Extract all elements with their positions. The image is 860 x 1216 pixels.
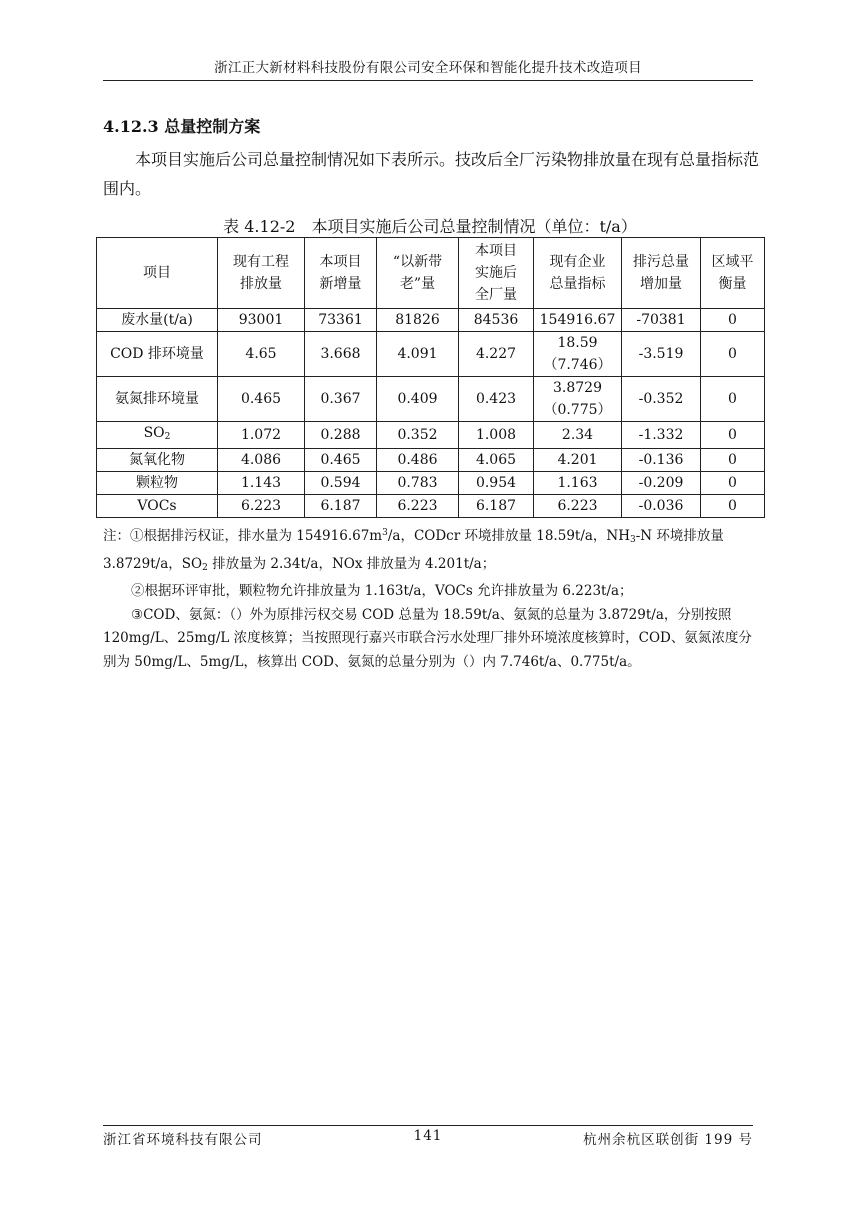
cell-quota: 6.223 [534,495,622,518]
cell-after: 0.954 [459,472,534,495]
cell-offset: 0.486 [377,449,459,472]
column-header-line: 总量指标 [549,276,606,292]
table-row [97,422,765,449]
cell-offset: 81826 [377,309,459,332]
cell-quota: 3.8729 （0.775） [534,377,622,422]
cell-increase: -3.519 [622,332,701,377]
cell-after: 1.008 [459,422,534,449]
cell-quota: 18.59 （7.746） [534,332,622,377]
cell-offset: 4.091 [377,332,459,377]
page-header: 浙江正大新材料科技股份有限公司安全环保和智能化提升技术改造项目 [214,60,642,76]
column-header [622,238,701,309]
total-control-table [96,237,765,518]
cell-balance: 0 [701,377,765,422]
cell-after: 84536 [459,309,534,332]
column-header-line: 本项目 [319,254,362,270]
cell-existing: 93001 [218,309,305,332]
cell-existing: 4.65 [218,332,305,377]
header-rule [103,80,753,81]
cell-new: 0.594 [305,472,377,495]
cell-new: 3.668 [305,332,377,377]
column-header [459,238,534,309]
cell-balance: 0 [701,472,765,495]
cell-existing: 4.086 [218,449,305,472]
cell-increase: -1.332 [622,422,701,449]
cell-item: COD 排环境量 [97,332,218,377]
cell-offset: 0.783 [377,472,459,495]
cell-quota: 4.201 [534,449,622,472]
note-3: ③COD、氨氮：（）外为原排污权交易 COD 总量为 18.59t/a、氨氮的总量为 3.8729t/a，分别按照 120mg/L、25mg/L 浓度核算；当按照现行嘉兴市联合污水处理厂排外环境浓度核算时，COD、氨氮浓度分别为 50mg/L、5mg/L，核算出 COD、氨氮的总量分别为（）内 7.746t/a、0.775t/a。 [103,606,752,670]
cell-item: 颗粒物 [97,472,218,495]
column-header-line: 全厂量 [475,287,517,303]
cell-item: 废水量(t/a) [97,309,218,332]
column-header [218,238,305,309]
cell-existing: 1.072 [218,422,305,449]
cell-balance: 0 [701,332,765,377]
cell-new: 0.288 [305,422,377,449]
cell-after: 4.065 [459,449,534,472]
note-2: ②根据环评审批，颗粒物允许排放量为 1.163t/a，VOCs 允许排放量为 6.223t/a； [131,583,633,599]
column-header [305,238,377,309]
cell-existing: 1.143 [218,472,305,495]
footer-company: 浙江省环境科技有限公司 [103,1132,263,1148]
cell-existing: 6.223 [218,495,305,518]
column-header-line: 区域平 [711,254,754,270]
cell-increase: -0.136 [622,449,701,472]
cell-new: 0.367 [305,377,377,422]
cell-item: VOCs [97,495,218,518]
column-header [377,238,459,309]
cell-quota: 1.163 [534,472,622,495]
table-row [97,495,765,518]
cell-increase: -0.036 [622,495,701,518]
cell-quota: 154916.67 [534,309,622,332]
table-body [97,309,765,518]
table-row [97,309,765,332]
table-row [97,449,765,472]
cell-offset: 6.223 [377,495,459,518]
cell-new: 0.465 [305,449,377,472]
column-header-line: “以新带 [392,254,443,270]
cell-existing: 0.465 [218,377,305,422]
column-header [97,238,218,309]
note-1: 注：①根据排污权证，排水量为 $154916.67m^3/a$，CODcr 环境排放量 18.59t/a，$NH_3-N$ 环境排放量 3.8729t/a，$SO_2$ 排放量为 2.34t/a，NOx 排放量为 4.201t/a； [103,528,724,573]
cell-after: 0.423 [459,377,534,422]
column-header-line: 项目 [143,265,171,281]
cell-increase: -0.352 [622,377,701,422]
cell-balance: 0 [701,449,765,472]
column-header [534,238,622,309]
cell-after: 4.227 [459,332,534,377]
cell-balance: 0 [701,422,765,449]
column-header-line: 现有企业 [549,254,606,270]
cell-new: 73361 [305,309,377,332]
cell-balance: 0 [701,309,765,332]
table-row [97,472,765,495]
table-header [97,238,765,309]
cell-item: 氨氮排环境量 [97,377,218,422]
cell-balance: 0 [701,495,765,518]
column-header [701,238,765,309]
column-header-line: 衡量 [718,276,747,292]
cell-offset: 0.409 [377,377,459,422]
cell-new: 6.187 [305,495,377,518]
column-header-line: 实施后 [475,265,517,281]
cell-increase: -0.209 [622,472,701,495]
cell-item: $SO_2$ [97,422,218,449]
column-header-line: 新增量 [319,276,362,292]
cell-increase: -70381 [622,309,701,332]
table-row [97,332,765,377]
table-caption: 表 4.12-2 本项目实施后公司总量控制情况（单位：t/a） [223,217,637,236]
column-header-line: 排放量 [240,276,282,292]
cell-quota: 2.34 [534,422,622,449]
page-number: 141 [413,1128,443,1144]
column-header-line: 排污总量 [633,254,689,270]
column-header-line: 本项目 [475,243,517,259]
footer-rule [103,1125,753,1126]
intro-paragraph: 本项目实施后公司总量控制情况如下表所示。技改后全厂污染物排放量在现有总量指标范围内。 [103,150,760,198]
column-header-line: 老”量 [399,276,436,292]
cell-offset: 0.352 [377,422,459,449]
cell-item: 氮氧化物 [97,449,218,472]
section-title: 4.12.3 总量控制方案 [103,117,261,136]
column-header-line: 增加量 [640,276,682,292]
table-notes [103,522,763,674]
table-row [97,377,765,422]
footer-address: 杭州余杭区联创街 199 号 [583,1132,753,1148]
column-header-line: 现有工程 [233,254,289,270]
cell-after: 6.187 [459,495,534,518]
